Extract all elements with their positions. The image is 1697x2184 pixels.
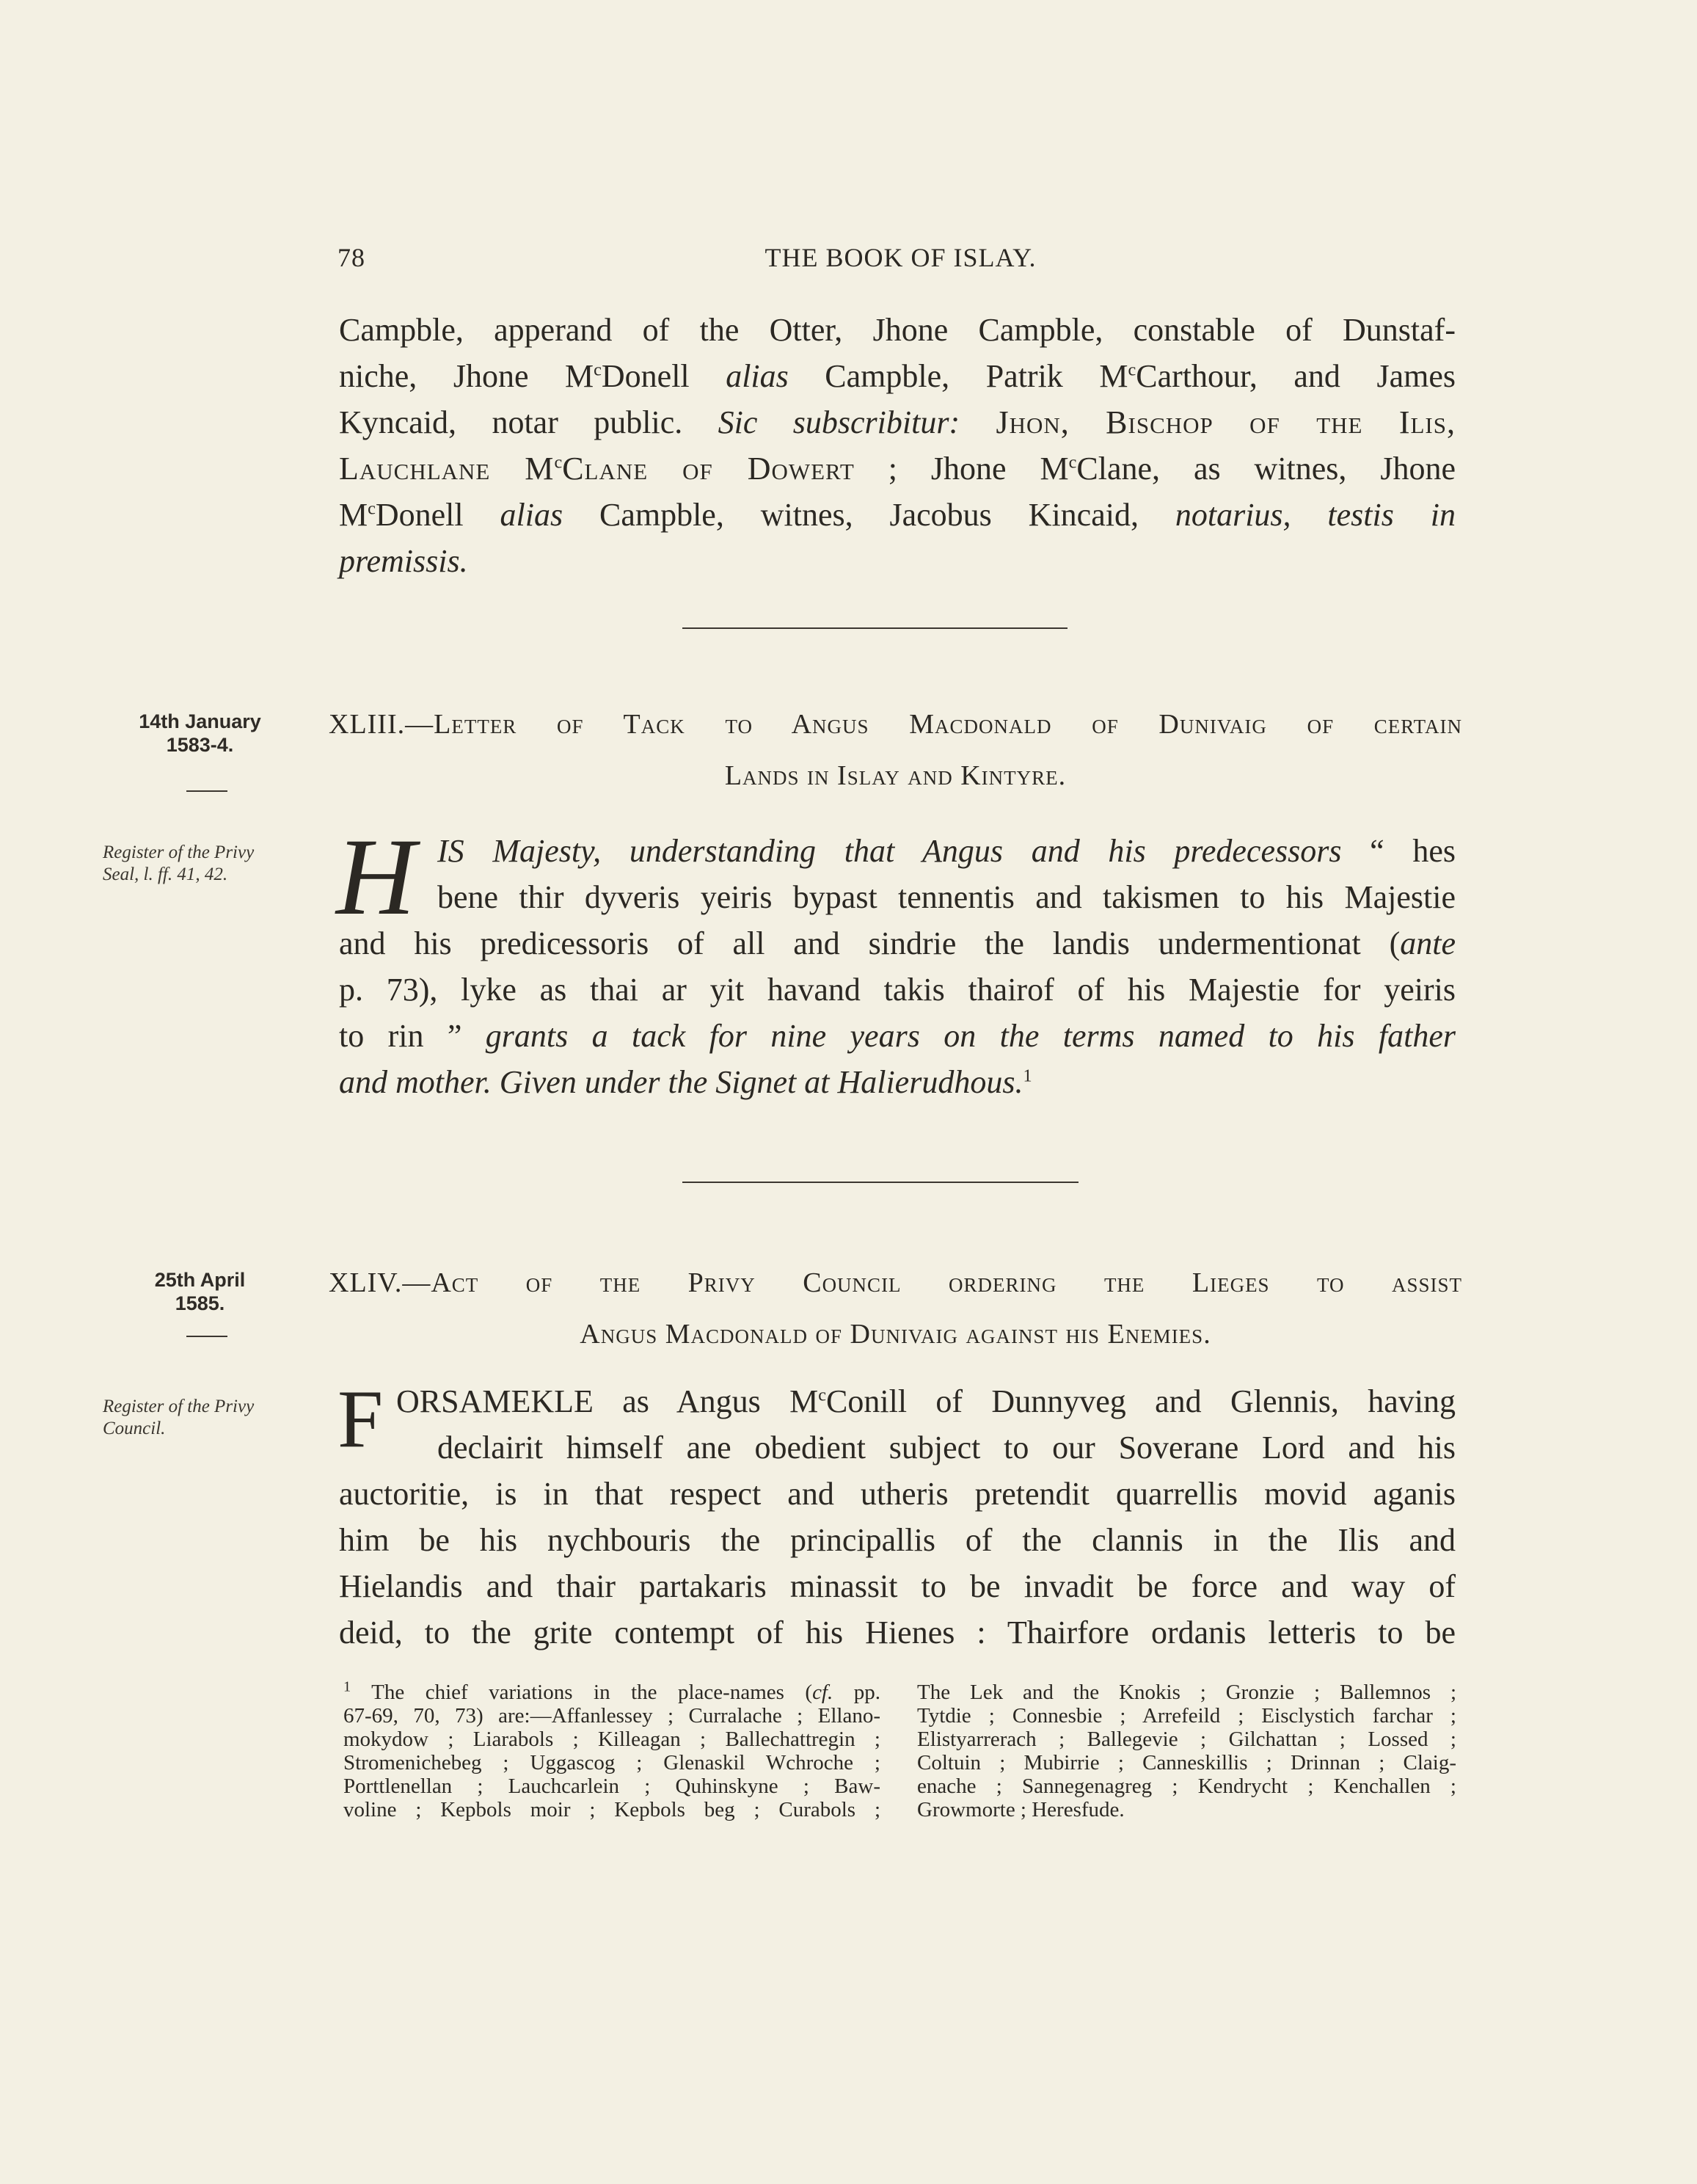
section-divider xyxy=(682,627,1068,629)
drop-cap: H xyxy=(336,816,416,938)
drop-cap: F xyxy=(337,1374,384,1465)
page-number: 78 xyxy=(337,243,365,272)
footnote xyxy=(0,1678,1697,1871)
source-note: Register of the Privy Seal, l. ff. 41, 42. xyxy=(103,842,255,884)
date-dash xyxy=(186,1336,227,1337)
footnote-left-column: $^1$ The chief variations in the place-names (cf. pp. 67-69, 70, 73) are:—Affanlessey ; Curralache ; Ellano- mokydow ; Liarabols ; Killeagan ; Ballechattregin ; Stromenichebeg ; Uggascog ; Glenaskil Wchroche ; Porttlenellan ; Lauchcarlein ; Quhinskyne ; Baw- voline ; Kepbols moir ; Kepbols beg ; Curabols ; xyxy=(343,1678,880,1821)
date-dash xyxy=(186,790,227,792)
section-divider xyxy=(682,1182,1079,1183)
section-paragraph: auctoritie, is in that respect and utheris pretendit quarrellis movid aganis him be his nychbouris the principallis of the clannis in the Ilis and Hielandis and thair partakaris minassit to be invadit be force and way of deid, to the grite contempt of his Hienes : Thairfore ordanis letteris to be xyxy=(339,1476,1456,1650)
section-date: 14th January 1583-4. xyxy=(139,710,261,756)
footnote-right-column: The Lek and the Knokis ; Gronzie ; Ballemnos ; Tytdie ; Connesbie ; Arrefeild ; Eisclystich farchar ; Elistyarrerach ; Ballegevie ; Gilchattan ; Lossed ; Coltuin ; Mubirrie ; Canneskillis ; Drinnan ; Claig- enache ; Sannegenagreg ; Kendrycht ; Kenchallen ; Growmorte ; Heresfude. xyxy=(917,1681,1456,1821)
section-heading: XLIII.—Letter of Tack to Angus Macdonald of Dunivaig of certain Lands in Islay and Kintyre. xyxy=(329,709,1462,791)
section-heading: XLIV.—Act of the Privy Council ordering the Lieges to assist Angus Macdonald of Dunivaig against his Enemies. xyxy=(329,1267,1462,1350)
section-date: 25th April 1585. xyxy=(154,1269,246,1314)
section-paragraph: IS Majesty, understanding that Angus and his predecessors “ hes xyxy=(437,833,1456,869)
continuation-paragraph: Campble, apperand of the Otter, Jhone Campble, constable of Dunstaf- niche, Jhone $M^cDonell$ alias Campble, Patrik $M^cCarthour$, and James Kyncaid, notar public. Sic subscribitur: Jhon, Bischop of the Ilis, Lauchlane $M^cClane$ of Dowert ; Jhone $M^cClane$, as witnes, Jhone $M^cDonell$ alias Campble, witnes, Jacobus Kincaid, notarius, testis in premissis. xyxy=(339,312,1456,579)
source-note: Register of the Privy Council. xyxy=(103,1397,255,1438)
running-title: THE BOOK OF ISLAY. xyxy=(764,243,1037,272)
running-header xyxy=(337,242,1464,279)
